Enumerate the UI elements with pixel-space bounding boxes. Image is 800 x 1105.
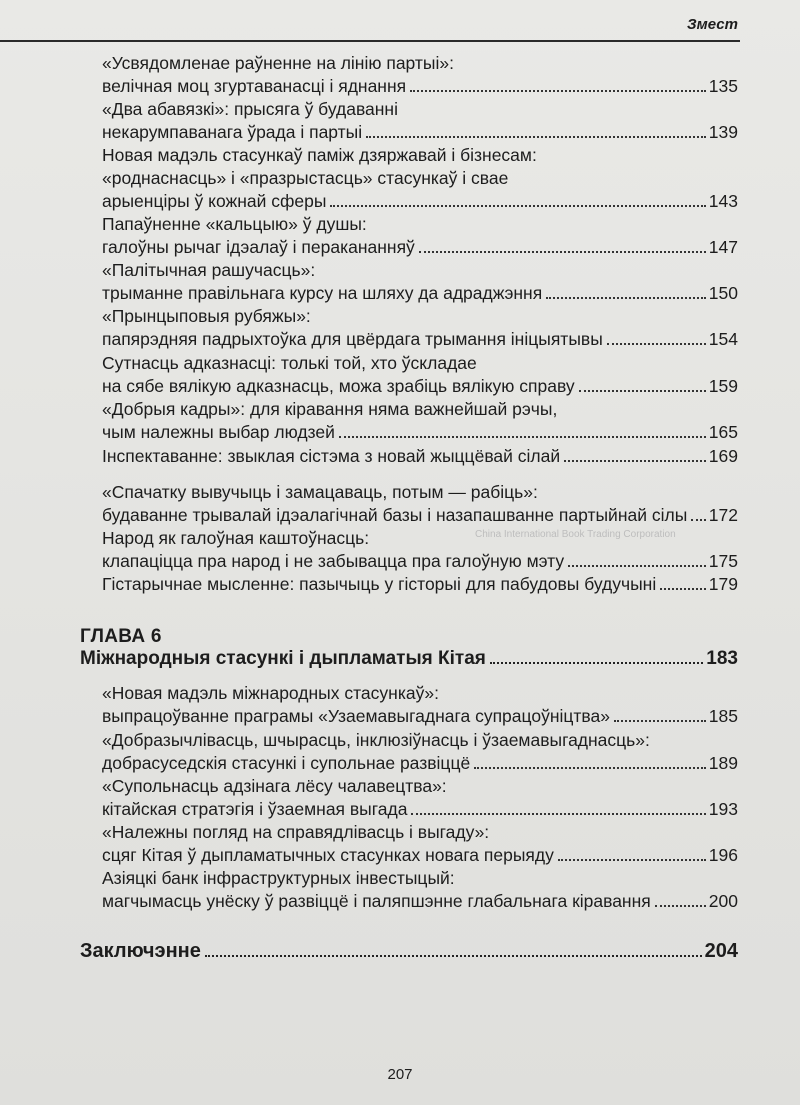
toc-entry-line: Сутнасць адказнасці: толькі той, хто ўскладае <box>102 353 477 373</box>
toc-entry-page-number: 189 <box>708 753 738 773</box>
toc-entry-line: галоўны рычаг ідэалаў і перакананняў <box>102 237 415 257</box>
toc-entry-line: Гістарычнае мысленне: пазычыць у гісторыі для пабудовы будучыні <box>102 574 657 594</box>
toc-entry <box>102 398 738 444</box>
toc-entry <box>102 481 738 527</box>
toc-entry-page-number: 150 <box>708 283 738 303</box>
page-number: 207 <box>387 1066 413 1083</box>
toc-entry-page-number: 139 <box>708 122 738 142</box>
toc-entry <box>102 144 738 213</box>
dot-leader <box>607 343 706 345</box>
toc-entry-line: «Добразычлівасць, шчырасць, інклюзіўнасць і ўзаемавыгаднасць»: <box>102 730 650 750</box>
toc-entry <box>102 573 738 596</box>
toc-entry-line: Народ як галоўная каштоўнасць: <box>102 528 370 548</box>
toc-entry-line: папярэдняя падрыхтоўка для цвёрдага трымання ініцыятывы <box>102 329 603 349</box>
dot-leader <box>366 136 706 138</box>
dot-leader <box>655 905 706 907</box>
toc-entry <box>102 775 738 821</box>
toc-entry-line: «Належны погляд на справядлівасць і выгаду»: <box>102 822 490 842</box>
toc-entry-page-number: 185 <box>708 706 738 726</box>
dot-leader <box>474 767 706 769</box>
toc-entry-line: выпрацоўванне праграмы «Узаемавыгаднага супрацоўніцтва» <box>102 706 610 726</box>
dot-leader <box>564 460 706 462</box>
toc-entry <box>102 259 738 305</box>
toc-entry-line: магчымасць унёску ў развіццё і паляпшэнне глабальнага кіравання <box>102 891 651 911</box>
toc-entry-page-number: 169 <box>708 446 738 466</box>
running-header-title: Змест <box>687 16 738 33</box>
toc-entry <box>102 729 738 775</box>
dot-leader <box>410 90 706 92</box>
toc-entry-page-number: 175 <box>708 551 738 571</box>
toc-entry-last-line <box>102 421 738 444</box>
toc-entry-last-line <box>102 705 738 728</box>
running-header <box>0 12 740 42</box>
toc-entry-page-number: 200 <box>708 891 738 911</box>
toc-entry-page-number: 165 <box>708 422 738 442</box>
toc-entry-last-line <box>102 752 738 775</box>
toc-entry <box>102 821 738 867</box>
toc-entry-line: кітайская стратэгія і ўзаемная выгада <box>102 799 408 819</box>
toc-entry-line: велічная моц згуртаванасці і яднання <box>102 76 407 96</box>
toc-entry-last-line <box>102 890 738 913</box>
toc-entry-page-number: 135 <box>708 76 738 96</box>
toc-entry-last-line <box>102 121 738 144</box>
toc-entry-page-number: 143 <box>708 191 738 211</box>
conclusion-page-number: 204 <box>704 940 738 962</box>
toc-entry-last-line <box>102 504 738 527</box>
dot-leader <box>339 436 706 438</box>
toc-entry-line: трыманне правільнага курсу на шляху да адраджэння <box>102 283 543 303</box>
toc-entry-line: «Два абавязкі»: прысяга ў будаванні <box>102 99 398 119</box>
dot-leader <box>579 390 706 392</box>
toc-entry-line: на сябе вялікую адказнасць, можа зрабіць вялікую справу <box>102 376 575 396</box>
toc-entry-line: «Прынцыповыя рубяжы»: <box>102 306 311 326</box>
conclusion-row <box>80 940 738 963</box>
toc-entry-line: «Спачатку вывучыць і замацаваць, потым — рабіць»: <box>102 482 538 502</box>
toc-entry-last-line <box>102 282 738 305</box>
toc-entry-last-line <box>102 844 738 867</box>
toc-entry-line: Папаўненне «кальцыю» ў душы: <box>102 214 367 234</box>
toc-entry-last-line <box>102 328 738 351</box>
toc-entry-page-number: 172 <box>708 505 738 525</box>
toc-entry-line: некарумпаванага ўрада і партыі <box>102 122 363 142</box>
dot-leader <box>205 955 702 957</box>
dot-leader <box>568 565 706 567</box>
toc-entry-last-line <box>102 445 738 468</box>
toc-entry-line: чым належны выбар людзей <box>102 422 335 442</box>
toc-entry-page-number: 196 <box>708 845 738 865</box>
chapter-page-number: 183 <box>706 648 738 669</box>
dot-leader <box>490 662 703 664</box>
chapter-title: Міжнародныя стасункі і дыпламатыя Кітая <box>80 648 486 669</box>
toc-entry <box>102 867 738 913</box>
conclusion-title: Заключэнне <box>80 940 201 962</box>
dot-leader <box>691 519 706 521</box>
dot-leader <box>411 813 705 815</box>
dot-leader <box>660 588 706 590</box>
toc-entry-line: арыенціры ў кожнай сферы <box>102 191 327 211</box>
toc-entry <box>102 98 738 144</box>
chapter-label: ГЛАВА 6 <box>80 626 162 647</box>
toc-entry-line: Азіяцкі банк інфраструктурных інвестыцый: <box>102 868 455 888</box>
toc-entry <box>102 352 738 398</box>
toc-entry <box>102 213 738 259</box>
toc-entry-page-number: 147 <box>708 237 738 257</box>
toc-entry-page-number: 154 <box>708 329 738 349</box>
toc-entry-line: Інспектаванне: звыклая сістэма з новай жыццёвай сілай <box>102 446 561 466</box>
toc-entry-last-line <box>102 798 738 821</box>
toc-entry <box>102 305 738 351</box>
toc-entry-last-line <box>102 573 738 596</box>
toc-entry-last-line <box>102 75 738 98</box>
toc-entry-line: сцяг Кітая ў дыпламатычных стасунках новага перыяду <box>102 845 554 865</box>
toc-entry-line: «Добрыя кадры»: для кіравання няма важнейшай рэчы, <box>102 399 558 419</box>
watermark: China International Book Trading Corporation <box>475 529 676 540</box>
toc-entry-last-line <box>102 375 738 398</box>
toc-entry <box>102 445 738 468</box>
toc-entry-line: «Супольнасць адзінага лёсу чалавецтва»: <box>102 776 447 796</box>
dot-leader <box>558 859 706 861</box>
toc-entry-line: Новая мадэль стасункаў паміж дзяржавай і бізнесам: <box>102 145 537 165</box>
toc-entry-line: добрасуседскія стасункі і супольнае развіццё <box>102 753 471 773</box>
toc-entry-line: клапаціцца пра народ і не забывацца пра галоўную мэту <box>102 551 565 571</box>
toc-entry-page-number: 179 <box>708 574 738 594</box>
toc-entry-page-number: 193 <box>708 799 738 819</box>
dot-leader <box>546 297 706 299</box>
toc-entry <box>102 52 738 98</box>
toc-entry-line: «Усвядомленае раўненне на лінію партыі»: <box>102 53 454 73</box>
toc-entry-last-line <box>102 550 738 573</box>
toc-entry-line: будаванне трывалай ідэалагічнай базы і назапашванне партыйнай сілы <box>102 505 688 525</box>
toc-entry-last-line <box>102 236 738 259</box>
toc-entry-line: «роднаснасць» і «празрыстасць» стасункаў і свае <box>102 168 509 188</box>
dot-leader <box>614 720 706 722</box>
dot-leader <box>330 205 705 207</box>
toc-entry-line: «Палітычная рашучасць»: <box>102 260 316 280</box>
toc-entry <box>102 682 738 728</box>
toc-entry-line: «Новая мадэль міжнародных стасункаў»: <box>102 683 439 703</box>
dot-leader <box>419 251 706 253</box>
toc-entry-last-line <box>102 190 738 213</box>
chapter-title-row <box>80 648 738 670</box>
toc-entry-page-number: 159 <box>708 376 738 396</box>
